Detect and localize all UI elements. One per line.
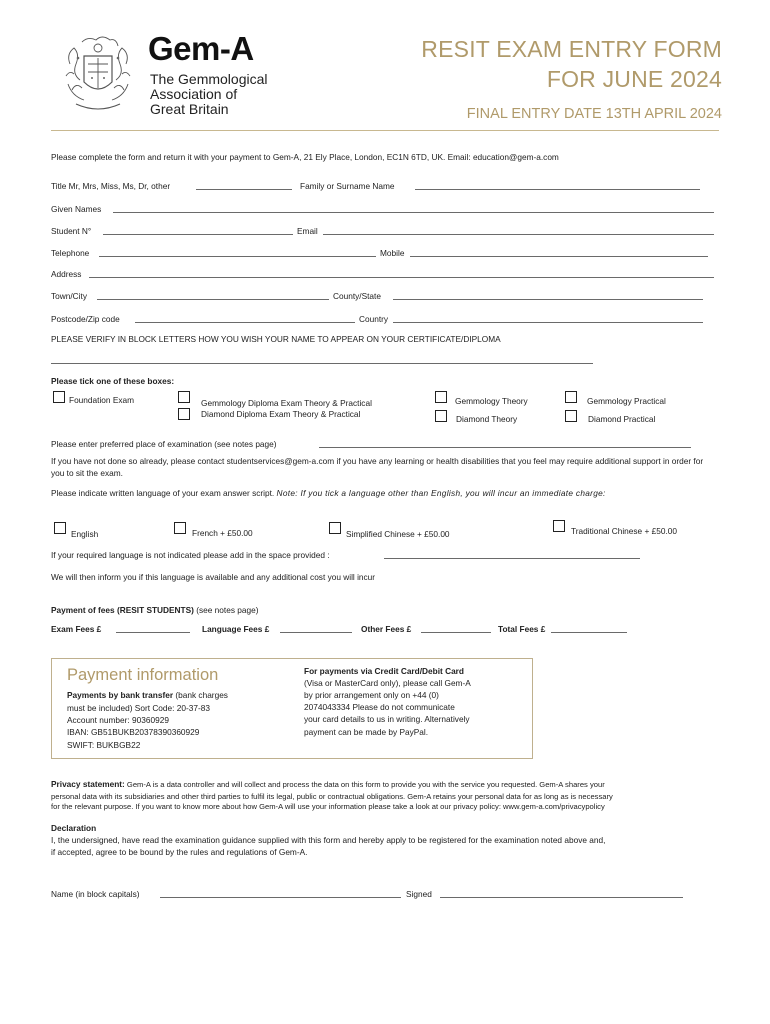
diamond-theory-label: Diamond Theory — [456, 414, 518, 424]
privacy-line-3: for the relevant purpose. If you want to know more about how Gem-A will use your information please take a look at our privacy policy: www.gem-a.com/privacypolicy — [51, 802, 605, 811]
student-no-label: Student N° — [51, 226, 92, 236]
foundation-exam-label: Foundation Exam — [69, 395, 135, 405]
language-fees-label: Language Fees £ — [202, 624, 270, 634]
telephone-label: Telephone — [51, 248, 90, 258]
country-field[interactable] — [393, 322, 703, 323]
diamond-practical-label: Diamond Practical — [588, 414, 656, 424]
card-payment-line-4: your card details to us in writing. Alternatively — [304, 714, 470, 724]
form-title-line-2: FOR JUNE 2024 — [546, 66, 722, 92]
privacy-heading: Privacy statement: — [51, 779, 125, 789]
privacy-text-1: Gem-A is a data controller and will collect and process the data on this form to provide you with the service you requested. Gem-A shares your — [126, 780, 605, 789]
foundation-exam-checkbox[interactable] — [53, 391, 65, 403]
card-payment-line-1: (Visa or MasterCard only), please call Gem-A — [304, 678, 471, 688]
gemmology-theory-checkbox[interactable] — [435, 391, 447, 403]
bank-charges-note: (bank charges — [175, 690, 228, 700]
given-names-label: Given Names — [51, 204, 102, 214]
form-title-line-1: RESIT EXAM ENTRY FORM — [421, 36, 722, 62]
crest-logo — [62, 34, 134, 116]
privacy-line-2: personal data with its subsidiaries and other third parties to fulfil its legal, public or contractual obligations. Gem-A retains your personal data for as long as is necessary — [51, 792, 613, 801]
org-name-line-2: Association of — [150, 86, 238, 102]
signature-field[interactable] — [440, 897, 683, 898]
signed-label: Signed — [406, 889, 432, 899]
email-field[interactable] — [323, 234, 714, 235]
account-number: Account number: 90360929 — [67, 715, 169, 725]
student-no-field[interactable] — [103, 234, 293, 235]
simplified-chinese-checkbox[interactable] — [329, 522, 341, 534]
bank-transfer-line-1 — [67, 690, 228, 700]
gemmology-diploma-label: Gemmology Diploma Exam Theory & Practical — [201, 398, 372, 408]
other-fees-label: Other Fees £ — [361, 624, 412, 634]
total-fees-label: Total Fees £ — [498, 624, 546, 634]
other-fees-field[interactable] — [421, 632, 491, 633]
town-field[interactable] — [97, 299, 329, 300]
other-language-field[interactable] — [384, 558, 640, 559]
town-label: Town/City — [51, 291, 87, 301]
language-inform-text: We will then inform you if this language is available and any additional cost you will incur — [51, 572, 376, 582]
telephone-field[interactable] — [99, 256, 376, 257]
gemmology-practical-checkbox[interactable] — [565, 391, 577, 403]
sort-code: must be included) Sort Code: 20-37-83 — [67, 703, 210, 713]
header-divider — [51, 130, 719, 131]
certificate-name-field[interactable] — [51, 363, 593, 364]
given-names-field[interactable] — [113, 212, 714, 213]
exam-fees-label: Exam Fees £ — [51, 624, 102, 634]
exam-fees-field[interactable] — [116, 632, 190, 633]
email-label: Email — [297, 226, 318, 236]
support-text: If you have not done so already, please contact studentservices@gem-a.com if you have any learning or health disabilities that you feel may require additional support in order for you to sit the exam. — [51, 456, 704, 478]
gemmology-theory-label: Gemmology Theory — [455, 396, 528, 406]
card-payment-line-2: by prior arrangement only on +44 (0) — [304, 690, 439, 700]
address-field[interactable] — [89, 277, 714, 278]
exam-place-label: Please enter preferred place of examination (see notes page) — [51, 439, 277, 449]
country-label: Country — [359, 314, 389, 324]
block-name-label: Name (in block capitals) — [51, 889, 140, 899]
title-label: Title Mr, Mrs, Miss, Ms, Dr, other — [51, 181, 171, 191]
bank-transfer-heading: Payments by bank transfer — [67, 690, 174, 700]
org-name-line-1: The Gemmological — [150, 71, 268, 87]
gemmology-diploma-checkbox[interactable] — [178, 391, 190, 403]
family-name-label: Family or Surname Name — [300, 181, 395, 191]
language-note: Note: If you tick a language other than English, you will incur an immediate charge: — [276, 488, 606, 498]
title-field[interactable] — [196, 189, 292, 190]
traditional-chinese-checkbox[interactable] — [553, 520, 565, 532]
card-payment-line-5: payment can be made by PayPal. — [304, 727, 429, 737]
county-label: County/State — [333, 291, 381, 301]
declaration-line-1: I, the undersigned, have read the examination guidance supplied with this form and hereby apply to be registered for the examination noted above and, — [51, 835, 606, 845]
mobile-field[interactable] — [410, 256, 708, 257]
language-fees-field[interactable] — [280, 632, 352, 633]
fees-heading-bold: Payment of fees (RESIT STUDENTS) — [51, 605, 194, 615]
swift: SWIFT: BUKBGB22 — [67, 740, 141, 750]
privacy-line-1 — [51, 779, 605, 790]
card-payment-heading: For payments via Credit Card/Debit Card — [304, 666, 464, 676]
card-payment-line-3: 2074043334 Please do not communicate — [304, 702, 455, 712]
declaration-line-2: if accepted, agree to be bound by the rules and regulations of Gem-A. — [51, 847, 308, 857]
language-intro — [51, 488, 606, 498]
family-name-field[interactable] — [415, 189, 700, 190]
fees-heading — [51, 605, 259, 615]
iban: IBAN: GB51BUKB20378390360929 — [67, 727, 200, 737]
language-intro-text: Please indicate written language of your exam answer script. — [51, 488, 275, 498]
org-name-line-3: Great Britain — [150, 101, 229, 117]
diamond-practical-checkbox[interactable] — [565, 410, 577, 422]
declaration-heading: Declaration — [51, 823, 97, 833]
traditional-chinese-label: Traditional Chinese + £50.00 — [571, 526, 678, 536]
payment-info-title: Payment information — [67, 666, 219, 684]
block-name-field[interactable] — [160, 897, 401, 898]
fees-heading-note: (see notes page) — [196, 605, 259, 615]
address-label: Address — [51, 269, 82, 279]
french-checkbox[interactable] — [174, 522, 186, 534]
english-checkbox[interactable] — [54, 522, 66, 534]
verify-name-label: PLEASE VERIFY IN BLOCK LETTERS HOW YOU WISH YOUR NAME TO APPEAR ON YOUR CERTIFICATE/DIPLOMA — [51, 334, 501, 344]
exam-place-field[interactable] — [319, 447, 691, 448]
tick-boxes-heading: Please tick one of these boxes: — [51, 376, 175, 386]
total-fees-field[interactable] — [551, 632, 627, 633]
mobile-label: Mobile — [380, 248, 405, 258]
diamond-diploma-checkbox[interactable] — [178, 408, 190, 420]
gemmology-practical-label: Gemmology Practical — [587, 396, 666, 406]
county-field[interactable] — [393, 299, 703, 300]
postcode-label: Postcode/Zip code — [51, 314, 120, 324]
diamond-theory-checkbox[interactable] — [435, 410, 447, 422]
final-entry-date: FINAL ENTRY DATE 13TH APRIL 2024 — [466, 106, 722, 122]
french-label: French + £50.00 — [192, 528, 253, 538]
simplified-chinese-label: Simplified Chinese + £50.00 — [346, 529, 450, 539]
english-label: English — [71, 529, 99, 539]
intro-text: Please complete the form and return it with your payment to Gem-A, 21 Ely Place, London, EC1N 6TD, UK. Email: education@gem-a.com — [51, 152, 559, 162]
diamond-diploma-label: Diamond Diploma Exam Theory & Practical — [201, 409, 361, 419]
other-language-label: If your required language is not indicated please add in the space provided : — [51, 550, 330, 560]
postcode-field[interactable] — [135, 322, 355, 323]
gema-logo-wordmark: Gem-A — [148, 30, 254, 67]
